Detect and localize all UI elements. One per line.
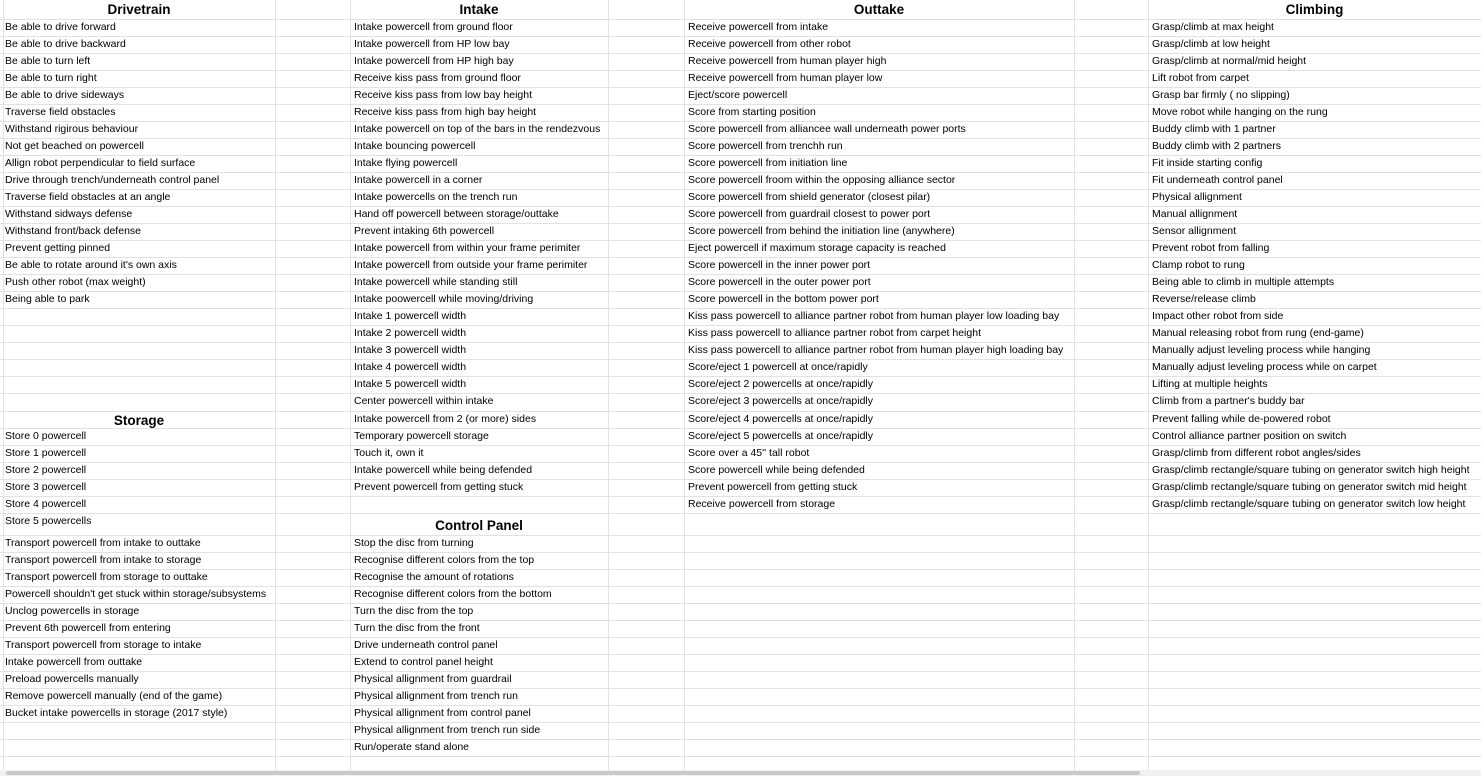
drivetrain-cell[interactable]: Withstand front/back defense (5, 225, 141, 237)
climbing-cell[interactable]: Fit underneath control panel (1152, 174, 1283, 186)
climbing-cell[interactable]: Grasp/climb rectangle/square tubing on generator switch high height (1152, 464, 1470, 476)
control-panel-cell[interactable]: Physical allignment from trench run side (354, 724, 541, 736)
drivetrain-cell[interactable]: Be able to drive sideways (5, 89, 125, 101)
storage-cell[interactable]: Transport powercell from storage to outtake (5, 571, 208, 583)
climbing-cell[interactable]: Fit inside starting config (1152, 157, 1263, 169)
drivetrain-cell[interactable]: Allign robot perpendicular to field surface (5, 157, 196, 169)
outtake-cell[interactable]: Eject/score powercell (688, 89, 788, 101)
climbing-cell[interactable]: Prevent robot from falling (1152, 242, 1270, 254)
control-panel-cell[interactable]: Recognise the amount of rotations (354, 571, 514, 583)
climbing-cell[interactable]: Grasp/climb at low height (1152, 38, 1270, 50)
drivetrain-cell[interactable]: Withstand sidways defense (5, 208, 133, 220)
intake-cell[interactable]: Intake powercell from ground floor (354, 21, 513, 33)
intake-cell[interactable]: Intake powercell while being defended (354, 464, 533, 476)
intake-cell[interactable]: Intake flying powercell (354, 157, 458, 169)
control-panel-cell[interactable]: Physical allignment from guardrail (354, 673, 512, 685)
outtake-cell[interactable]: Receive powercell from other robot (688, 38, 851, 50)
climbing-cell[interactable]: Manual releasing robot from rung (end-game) (1152, 327, 1364, 339)
grid-row-line (0, 722, 1481, 723)
intake-cell[interactable]: Temporary powercell storage (354, 430, 489, 442)
climbing-cell[interactable]: Physical allignment (1152, 191, 1242, 203)
intake-cell[interactable]: Receive kiss pass from ground floor (354, 72, 521, 84)
horizontal-scrollbar-thumb[interactable] (6, 771, 1140, 775)
intake-cell[interactable]: Intake 4 powercell width (354, 361, 467, 373)
outtake-cell[interactable]: Score powercell in the inner power port (688, 259, 871, 271)
outtake-cell[interactable]: Receive powercell from human player high (688, 55, 887, 67)
intake-cell[interactable]: Receive kiss pass from high bay height (354, 106, 537, 118)
storage-cell[interactable]: Store 2 powercell (5, 464, 87, 476)
storage-cell[interactable]: Transport powercell from intake to storage (5, 554, 202, 566)
outtake-cell[interactable]: Score/eject 1 powercell at once/rapidly (688, 361, 868, 373)
drivetrain-cell[interactable]: Be able to drive backward (5, 38, 126, 50)
climbing-cell[interactable]: Buddy climb with 2 partners (1152, 140, 1281, 152)
drivetrain-cell[interactable]: Push other robot (max weight) (5, 276, 146, 288)
outtake-cell[interactable]: Kiss pass powercell to alliance partner robot from carpet height (688, 327, 981, 339)
intake-cell[interactable]: Intake powercell from 2 (or more) sides (354, 413, 537, 425)
intake-cell[interactable]: Intake 3 powercell width (354, 344, 467, 356)
outtake-cell[interactable]: Prevent powercell from getting stuck (688, 481, 858, 493)
storage-cell[interactable]: Store 0 powercell (5, 430, 87, 442)
storage-cell[interactable]: Store 4 powercell (5, 498, 87, 510)
climbing-header: Climbing (1285, 2, 1344, 17)
grid-column-line (608, 0, 609, 776)
control-panel-header: Control Panel (435, 518, 523, 533)
climbing-cell[interactable]: Manually adjust leveling process while hanging (1152, 344, 1371, 356)
outtake-cell[interactable]: Score powercell in the bottom power port (688, 293, 879, 305)
storage-cell[interactable]: Unclog powercells in storage (5, 605, 140, 617)
intake-cell[interactable]: Prevent powercell from getting stuck (354, 481, 524, 493)
outtake-cell[interactable]: Score/eject 4 powercells at once/rapidly (688, 413, 874, 425)
drivetrain-cell[interactable]: Be able to drive forward (5, 21, 116, 33)
intake-cell[interactable]: Hand off powercell between storage/outtake (354, 208, 559, 220)
drivetrain-cell[interactable]: Not get beached on powercell (5, 140, 144, 152)
drivetrain-cell[interactable]: Being able to park (5, 293, 90, 305)
outtake-header: Outtake (853, 2, 905, 17)
control-panel-cell[interactable]: Physical allignment from trench run (354, 690, 518, 702)
outtake-cell[interactable]: Score powercell from alliancee wall underneath power ports (688, 123, 966, 135)
outtake-cell[interactable]: Score/eject 2 powercells at once/rapidly (688, 378, 874, 390)
intake-cell[interactable]: Prevent intaking 6th powercell (354, 225, 495, 237)
outtake-cell[interactable]: Score powercell from behind the initiation line (anywhere) (688, 225, 955, 237)
outtake-cell[interactable]: Score over a 45'' tall robot (688, 447, 810, 459)
intake-cell[interactable]: Intake powercells on the trench run (354, 191, 518, 203)
outtake-cell[interactable]: Score/eject 3 powercells at once/rapidly (688, 395, 874, 407)
climbing-cell[interactable]: Grasp/climb at max height (1152, 21, 1274, 33)
climbing-cell[interactable]: Grasp/climb at normal/mid height (1152, 55, 1307, 67)
intake-cell[interactable]: Intake bouncing powercell (354, 140, 476, 152)
outtake-cell[interactable]: Score powercell froom within the opposing alliance sector (688, 174, 956, 186)
climbing-cell[interactable]: Grasp/climb from different robot angles/sides (1152, 447, 1361, 459)
climbing-cell[interactable]: Manually adjust leveling process while on carpet (1152, 361, 1377, 373)
intake-cell[interactable]: Intake 1 powercell width (354, 310, 467, 322)
intake-cell[interactable]: Center powercell within intake (354, 395, 494, 407)
climbing-cell[interactable]: Reverse/release climb (1152, 293, 1256, 305)
storage-cell[interactable]: Store 1 powercell (5, 447, 87, 459)
climbing-cell[interactable]: Control alliance partner position on switch (1152, 430, 1347, 442)
outtake-cell[interactable]: Score/eject 5 powercells at once/rapidly (688, 430, 874, 442)
storage-header: Storage (113, 413, 165, 428)
storage-cell[interactable]: Powercell shouldn't get stuck within storage/subsystems (5, 588, 267, 600)
control-panel-cell[interactable]: Extend to control panel height (354, 656, 493, 668)
outtake-cell[interactable]: Score powercell in the outer power port (688, 276, 871, 288)
drivetrain-cell[interactable]: Be able to turn right (5, 72, 97, 84)
drivetrain-cell[interactable]: Traverse field obstacles at an angle (5, 191, 171, 203)
drivetrain-cell[interactable]: Withstand rigirous behaviour (5, 123, 139, 135)
intake-cell[interactable]: Intake powercell from within your frame perimiter (354, 242, 581, 254)
outtake-cell[interactable]: Score powercell from guardrail closest to power port (688, 208, 931, 220)
outtake-cell[interactable]: Score powercell from trenchh run (688, 140, 843, 152)
drivetrain-cell[interactable]: Traverse field obstacles (5, 106, 116, 118)
outtake-cell[interactable]: Eject powercell if maximum storage capacity is reached (688, 242, 946, 254)
outtake-cell[interactable]: Score powercell while being defended (688, 464, 865, 476)
control-panel-cell[interactable]: Drive underneath control panel (354, 639, 498, 651)
outtake-cell[interactable]: Score powercell from shield generator (closest pilar) (688, 191, 931, 203)
storage-cell[interactable]: Bucket intake powercells in storage (2017 style) (5, 707, 228, 719)
climbing-cell[interactable]: Lift robot from carpet (1152, 72, 1249, 84)
climbing-cell[interactable]: Grasp/climb rectangle/square tubing on generator switch low height (1152, 498, 1466, 510)
climbing-cell[interactable]: Grasp/climb rectangle/square tubing on generator switch mid height (1152, 481, 1467, 493)
control-panel-cell[interactable]: Recognise different colors from the top (354, 554, 535, 566)
grid-column-line (1074, 0, 1075, 776)
outtake-cell[interactable]: Score from starting position (688, 106, 816, 118)
outtake-cell[interactable]: Score powercell from initiation line (688, 157, 848, 169)
control-panel-cell[interactable]: Stop the disc from turning (354, 537, 474, 549)
outtake-cell[interactable]: Receive powercell from storage (688, 498, 836, 510)
climbing-cell[interactable]: Being able to climb in multiple attempts (1152, 276, 1335, 288)
climbing-cell[interactable]: Move robot while hanging on the rung (1152, 106, 1328, 118)
drivetrain-cell[interactable]: Be able to rotate around it's own axis (5, 259, 177, 271)
intake-header: Intake (459, 2, 499, 17)
intake-cell[interactable]: Intake poowercell while moving/driving (354, 293, 534, 305)
intake-cell[interactable]: Intake powercell on top of the bars in the rendezvous (354, 123, 601, 135)
storage-cell[interactable]: Store 5 powercells (5, 515, 92, 527)
outtake-cell[interactable]: Kiss pass powercell to alliance partner robot from human player high loading bay (688, 344, 1064, 356)
outtake-cell[interactable]: Kiss pass powercell to alliance partner robot from human player low loading bay (688, 310, 1060, 322)
climbing-cell[interactable]: Manual allignment (1152, 208, 1238, 220)
control-panel-cell[interactable]: Physical allignment from control panel (354, 707, 531, 719)
climbing-cell[interactable]: Grasp bar firmly ( no slipping) (1152, 89, 1290, 101)
climbing-cell[interactable]: Clamp robot to rung (1152, 259, 1245, 271)
grid-column-line (275, 0, 276, 776)
drivetrain-cell[interactable]: Prevent getting pinned (5, 242, 111, 254)
intake-cell[interactable]: Intake powercell from HP low bay (354, 38, 510, 50)
intake-cell[interactable]: Touch it, own it (354, 447, 424, 459)
intake-cell[interactable]: Intake powercell from outside your frame perimiter (354, 259, 588, 271)
control-panel-cell[interactable]: Recognise different colors from the bottom (354, 588, 552, 600)
outtake-cell[interactable]: Receive powercell from intake (688, 21, 829, 33)
drivetrain-cell[interactable]: Drive through trench/underneath control panel (5, 174, 220, 186)
climbing-cell[interactable]: Impact other robot from side (1152, 310, 1284, 322)
control-panel-cell[interactable]: Turn the disc from the front (354, 622, 480, 634)
storage-cell[interactable]: Prevent 6th powercell from entering (5, 622, 171, 634)
control-panel-cell[interactable]: Run/operate stand alone (354, 741, 470, 753)
climbing-cell[interactable]: Prevent falling while de-powered robot (1152, 413, 1331, 425)
intake-cell[interactable]: Intake 2 powercell width (354, 327, 467, 339)
outtake-cell[interactable]: Receive powercell from human player low (688, 72, 883, 84)
storage-cell[interactable]: Transport powercell from intake to outtake (5, 537, 201, 549)
intake-cell[interactable]: Intake powercell while standing still (354, 276, 518, 288)
control-panel-cell[interactable]: Turn the disc from the top (354, 605, 474, 617)
intake-cell[interactable]: Receive kiss pass from low bay height (354, 89, 532, 101)
drivetrain-header: Drivetrain (107, 2, 171, 17)
climbing-cell[interactable]: Lifting at multiple heights (1152, 378, 1268, 390)
climbing-cell[interactable]: Climb from a partner's buddy bar (1152, 395, 1305, 407)
storage-cell[interactable]: Intake powercell from outtake (5, 656, 143, 668)
storage-cell[interactable]: Remove powercell manually (end of the game) (5, 690, 223, 702)
grid-row-line (0, 756, 1481, 757)
intake-cell[interactable]: Intake powercell in a corner (354, 174, 483, 186)
climbing-cell[interactable]: Sensor allignment (1152, 225, 1237, 237)
storage-cell[interactable]: Transport powercell from storage to intake (5, 639, 202, 651)
grid-row-line (0, 739, 1481, 740)
intake-cell[interactable]: Intake powercell from HP high bay (354, 55, 514, 67)
climbing-cell[interactable]: Buddy climb with 1 partner (1152, 123, 1276, 135)
storage-cell[interactable]: Preload powercells manually (5, 673, 139, 685)
intake-cell[interactable]: Intake 5 powercell width (354, 378, 467, 390)
drivetrain-cell[interactable]: Be able to turn left (5, 55, 91, 67)
storage-cell[interactable]: Store 3 powercell (5, 481, 87, 493)
